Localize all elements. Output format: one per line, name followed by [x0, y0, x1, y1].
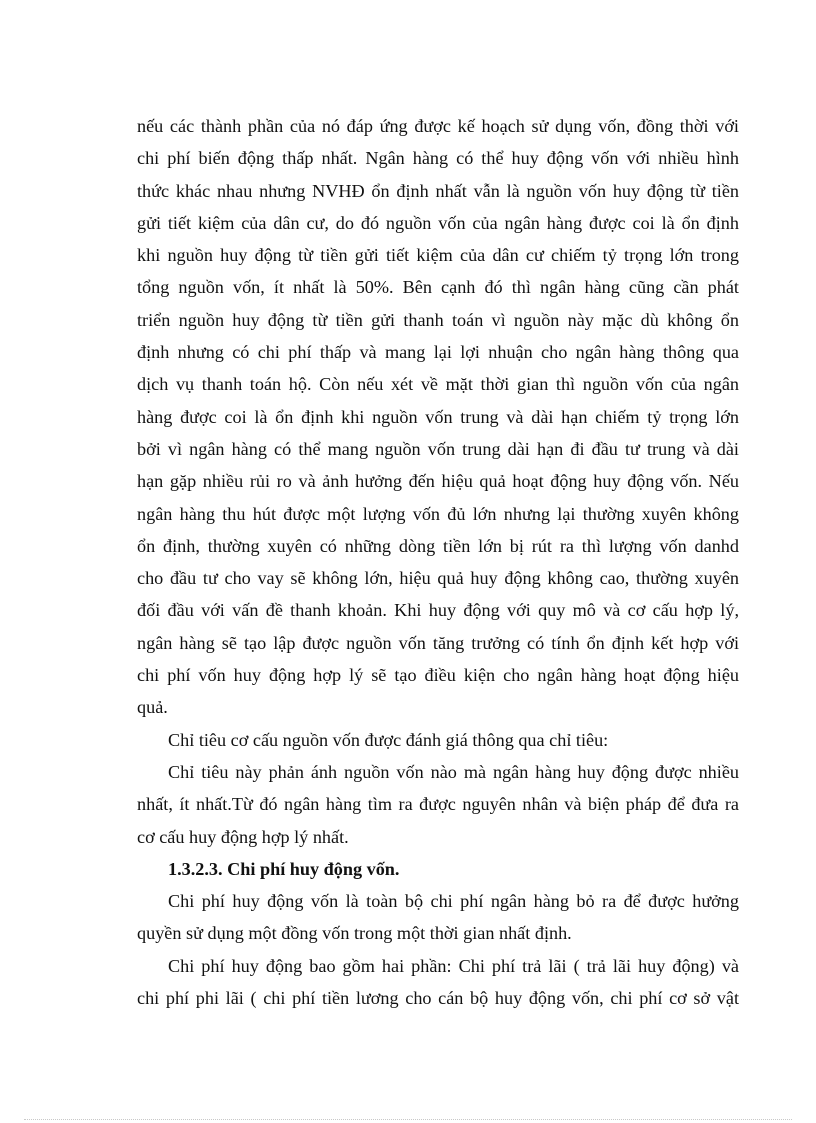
text-line: ổn định, thường xuyên có những dòng tiền lớn bị rút ra thì lượng vốn danhd [137, 535, 739, 556]
text-line: khi nguồn huy động từ tiền gửi tiết kiệm của dân cư chiếm tỷ trọng lớn trong [137, 245, 739, 266]
page-bottom-divider [24, 1119, 792, 1120]
text-line: ngân hàng thu hút được một lượng vốn đủ lớn nhưng lại thường xuyên không [137, 503, 739, 524]
text-line: tổng nguồn vốn, ít nhất là 50%. Bên cạnh đó thì ngân hàng cũng cần phát [137, 277, 739, 298]
text-line: nếu các thành phần của nó đáp ứng được kế hoạch sử dụng vốn, đồng thời với [137, 116, 739, 136]
text-line: đối đầu với vấn đề thanh khoản. Khi huy động với quy mô và cơ cấu hợp lý, [137, 600, 739, 621]
paragraph-cost-components [137, 950, 739, 1015]
text-line: bởi vì ngân hàng có thể mang nguồn vốn trung dài hạn đi đầu tư trung và dài [137, 438, 739, 459]
text-line: hàng được coi là ổn định khi nguồn vốn trung và dài hạn chiếm tỷ trọng lớn [137, 406, 739, 427]
paragraph-structure-indicator [137, 724, 739, 756]
paragraph-indicator-explanation [137, 756, 739, 853]
text-line: nhất, ít nhất.Từ đó ngân hàng tìm ra được nguyên nhân và biện pháp để đưa ra [137, 794, 739, 815]
section-heading: 1.3.2.3. Chi phí huy động vốn. [168, 858, 400, 879]
text-line: triển nguồn huy động từ tiền gửi thanh toán vì nguồn này mặc dù không ổn [137, 309, 739, 330]
text-line: Chỉ tiêu cơ cấu nguồn vốn được đánh giá thông qua chỉ tiêu: [168, 729, 609, 750]
text-line: ngân hàng sẽ tạo lập được nguồn vốn tăng trưởng có tính ổn định kết hợp với [137, 632, 739, 653]
paragraph-cost-definition [137, 885, 739, 950]
text-line: định nhưng có chi phí thấp và mang lại lợi nhuận cho ngân hàng thông qua [137, 342, 739, 363]
text-line: quyền sử dụng một đồng vốn trong một thời gian nhất định. [137, 923, 572, 944]
text-line: hạn gặp nhiều rủi ro và ảnh hưởng đến hiệu quả hoạt động huy động vốn. Nếu [137, 471, 739, 492]
paragraph-stable-capital [137, 110, 739, 724]
text-line: Chi phí huy động vốn là toàn bộ chi phí ngân hàng bỏ ra để được hưởng [168, 891, 739, 912]
text-line: cơ cấu huy động hợp lý nhất. [137, 826, 349, 847]
text-line: Chỉ tiêu này phản ánh nguồn vốn nào mà ngân hàng huy động được nhiều [168, 761, 739, 782]
text-line: chi phí vốn huy động hợp lý sẽ tạo điều kiện cho ngân hàng hoạt động hiệu [137, 665, 739, 686]
text-line: Chi phí huy động bao gồm hai phần: Chi phí trả lãi ( trả lãi huy động) và [168, 955, 739, 976]
text-line: gửi tiết kiệm của dân cư, do đó nguồn vốn của ngân hàng được coi là ổn định [137, 212, 739, 233]
text-line: cho đầu tư cho vay sẽ không lớn, hiệu quả huy động không cao, thường xuyên [137, 568, 739, 589]
text-line: chi phí biến động thấp nhất. Ngân hàng có thể huy động vốn với nhiều hình [137, 148, 739, 169]
text-line: chi phí phi lãi ( chi phí tiền lương cho cán bộ huy động vốn, chi phí cơ sở vật [137, 988, 739, 1009]
text-line: thức khác nhau nhưng NVHĐ ổn định nhất vẫn là nguồn vốn huy động từ tiền [137, 180, 739, 201]
text-line: dịch vụ thanh toán hộ. Còn nếu xét về mặt thời gian thì nguồn vốn của ngân [137, 374, 739, 395]
text-line: quả. [137, 697, 168, 718]
document-body [137, 110, 739, 1014]
